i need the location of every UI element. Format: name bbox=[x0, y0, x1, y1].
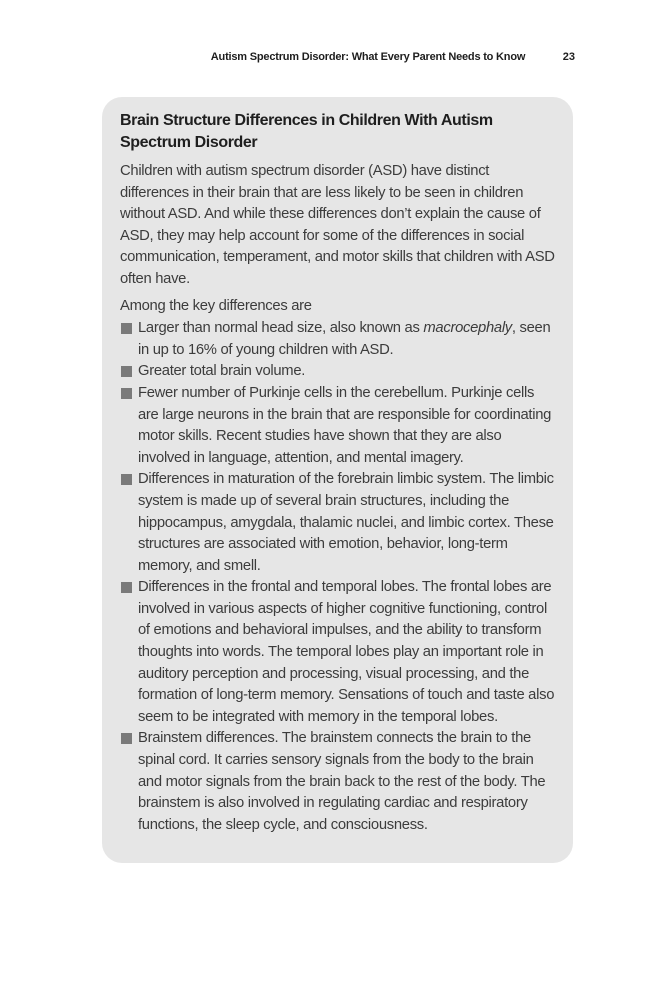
list-item-text: Brainstem differences. The brainstem connects the brain to the spinal cord. It carries sensory signals from the body to the brain and motor signals from the brain back to the rest of the body. The brainstem is also involved in regulating cardiac and respiratory functions, the sleep cycle, and consciousness. bbox=[138, 730, 546, 833]
list-intro: Among the key differences are bbox=[120, 297, 312, 314]
bullet-square-icon bbox=[121, 388, 132, 399]
box-title: Brain Structure Differences in Children With Autism Spectrum Disorder bbox=[120, 112, 493, 151]
list-item-text: Greater total brain volume. bbox=[138, 363, 306, 380]
list-item bbox=[120, 361, 555, 383]
running-title: Autism Spectrum Disorder: What Every Parent Needs to Know bbox=[210, 51, 526, 63]
list-item-text: Differences in the frontal and temporal lobes. The frontal lobes are involved in various aspects of higher cognitive functioning, control of emotions and behavioral impulses, and the ability to transform thoughts into words. The temporal lobes play an important role in auditory perception and processing, visual processing, and the formation of long-term memory. Sensations of touch and taste also seem to be integrated with memory in the temporal lobes. bbox=[138, 579, 555, 725]
bullet-square-icon bbox=[121, 323, 132, 334]
italic-term: macrocephaly bbox=[423, 320, 512, 337]
list-item bbox=[120, 318, 555, 361]
list-item bbox=[120, 728, 555, 836]
list-item bbox=[120, 469, 555, 577]
bullet-square-icon bbox=[121, 733, 132, 744]
list-item-text: Differences in maturation of the forebrain limbic system. The limbic system is made up of several brain structures, including the hippocampus, amygdala, thalamic nuclei, and limbic cortex. These structures are associated with emotion, behavior, long-term memory, and smell. bbox=[138, 471, 554, 574]
running-head bbox=[0, 51, 667, 67]
list-item-text: Fewer number of Purkinje cells in the cerebellum. Purkinje cells are large neurons in the brain that are responsible for coordinating motor skills. Recent studies have shown that they are also involved in language, attention, and mental imagery. bbox=[138, 384, 552, 466]
info-box bbox=[102, 97, 573, 863]
list-item-text: Larger than normal head size, also known as macrocephaly, seen in up to 16% of young children with ASD. bbox=[138, 320, 551, 358]
bullet-square-icon bbox=[121, 366, 132, 377]
box-intro-paragraph: Children with autism spectrum disorder (ASD) have distinct differences in their brain that are less likely to be seen in children without ASD. And while these differences don’t explain the cause of ASD, they may help account for some of the differences in social communication, temperament, and motor skills that children with ASD often have. bbox=[120, 163, 555, 287]
page-number: 23 bbox=[562, 51, 575, 63]
key-differences-list bbox=[120, 318, 555, 836]
bullet-square-icon bbox=[121, 582, 132, 593]
bullet-square-icon bbox=[121, 474, 132, 485]
list-item bbox=[120, 383, 555, 469]
list-item bbox=[120, 577, 555, 728]
